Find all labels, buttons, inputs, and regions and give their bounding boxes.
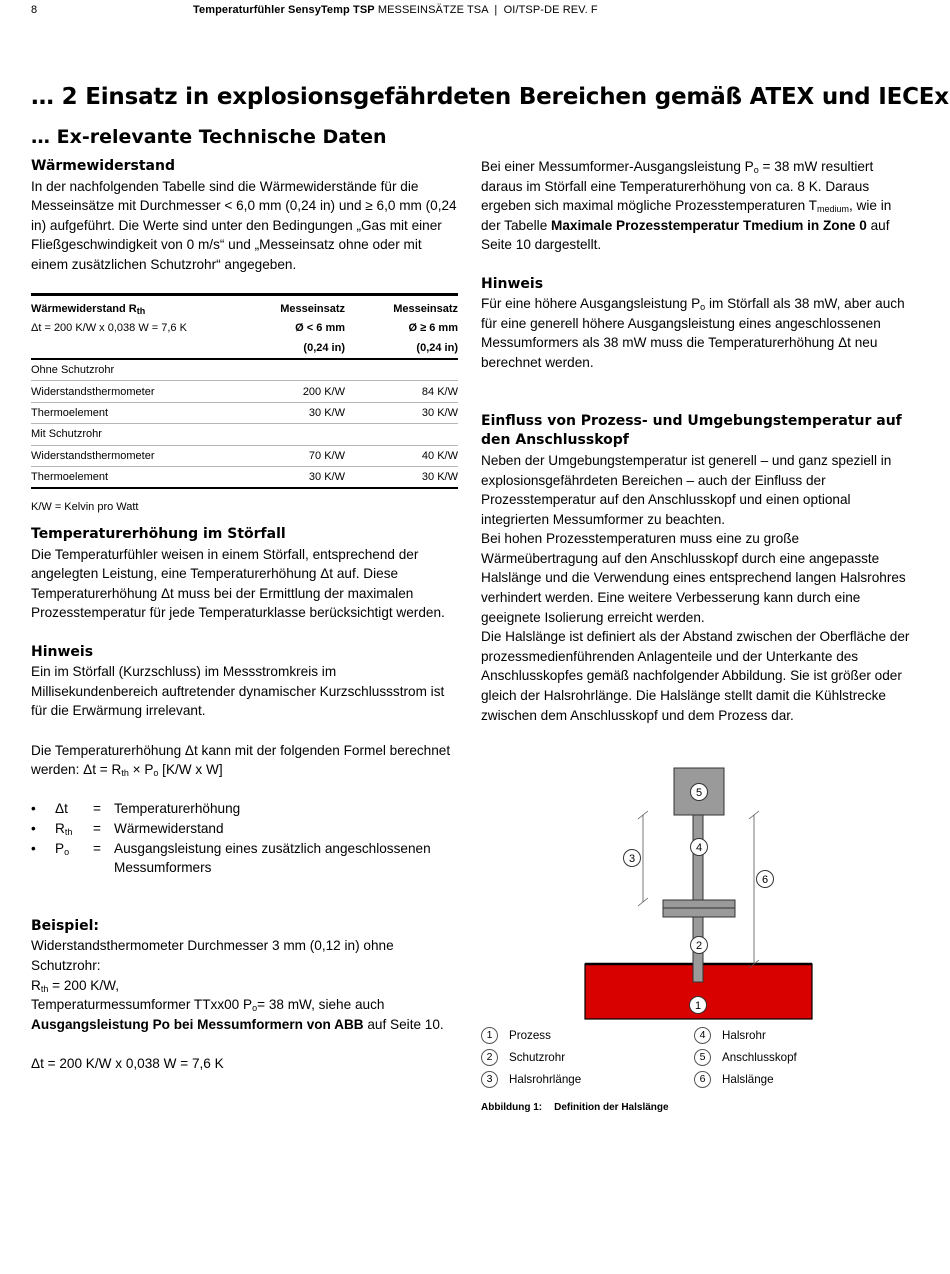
right-column xyxy=(481,157,911,725)
table-header-formula: Δt = 200 K/W x 0,038 W = 7,6 K xyxy=(31,322,187,334)
bullet-text: Temperaturerhöhung xyxy=(114,801,241,817)
cell: 30 K/W xyxy=(421,406,458,419)
legend-item xyxy=(694,1069,774,1089)
text: = 200 K/W, xyxy=(48,977,119,993)
hinweis-heading: Hinweis xyxy=(31,643,94,660)
chapter-title: … 2 Einsatz in explosionsgefährdeten Bereichen gemäß ATEX und IECEx xyxy=(31,84,949,110)
table-row xyxy=(31,403,458,424)
cell: 200 K/W xyxy=(302,385,345,398)
bullet-dot: • xyxy=(31,840,36,856)
cell: 30 K/W xyxy=(308,471,345,484)
group-label: Ohne Schutzrohr xyxy=(31,364,115,377)
symbol-sub: th xyxy=(64,826,73,837)
marker-label: 1 xyxy=(694,1000,702,1012)
symbol: R xyxy=(55,820,65,836)
formula-sub: o xyxy=(153,768,159,779)
group-label: Mit Schutzrohr xyxy=(31,428,102,441)
running-header xyxy=(193,4,598,16)
table-row xyxy=(31,446,458,467)
sub: th xyxy=(40,983,49,994)
output-power-text xyxy=(481,157,911,255)
marker-6 xyxy=(757,871,774,888)
table-row xyxy=(31,381,458,402)
bullet-symbol xyxy=(55,839,93,878)
section-title: … Ex-relevante Technische Daten xyxy=(31,126,387,148)
bullet-item xyxy=(31,819,461,839)
table-header-row xyxy=(31,300,458,318)
marker-5 xyxy=(691,784,708,801)
header-rth: Wärmewiderstand R xyxy=(31,303,137,315)
legend-label: Halsrohrlänge xyxy=(509,1072,582,1086)
marker-4 xyxy=(691,839,708,856)
table-group-row xyxy=(31,424,458,445)
caption-label: Abbildung 1: xyxy=(481,1102,543,1113)
formula-part: [K/W x W] xyxy=(158,762,223,778)
sub: o xyxy=(700,302,706,313)
hinweis-text: Ein im Störfall (Kurzschluss) im Messstromkreis im Millisekundenbereich auftretender dynamischer Kurzschlussstrom ist für die Erwärmung irrelevant. xyxy=(31,664,445,719)
thermal-resistance-table xyxy=(31,293,458,513)
table-header-col2-l1: Messeinsatz xyxy=(280,303,345,315)
cross-reference: Maximale Prozesstemperatur Tmedium in Zone 0 xyxy=(551,217,867,233)
cross-reference: Ausgangsleistung Po bei Messumformern von ABB xyxy=(31,1016,364,1032)
formula-text xyxy=(31,741,461,780)
cell: 84 K/W xyxy=(421,385,458,398)
formula-part: × P xyxy=(128,762,154,778)
table-header-col3-l1: Messeinsatz xyxy=(393,303,458,315)
figure-caption xyxy=(481,1102,669,1113)
formula-part: Die Temperaturerhöhung Δt kann mit der folgenden Formel berechnet werden: Δt = R xyxy=(31,742,451,778)
text: im Störfall als 38 mW, aber auch für eine generell höhere Ausgangsleistung eines angeschlossenen Messumformers als 38 mW muss die Temperaturerhöhung Δt neu berechnet werden. xyxy=(481,296,905,370)
table-header-col2-l3: (0,24 in) xyxy=(303,342,345,354)
symbol-sub: o xyxy=(64,846,70,857)
neck-length-diagram xyxy=(481,760,911,1030)
formula-sub: th xyxy=(121,768,129,779)
bullet-text: Wärmewiderstand xyxy=(114,820,224,836)
beispiel-result: Δt = 200 K/W x 0,038 W = 7,6 K xyxy=(31,1056,224,1072)
cell: Thermoelement xyxy=(31,406,109,419)
legend-label: Prozess xyxy=(509,1028,551,1042)
cell: 30 K/W xyxy=(421,471,458,484)
left-intro xyxy=(31,157,461,275)
legend-label: Halslänge xyxy=(722,1072,774,1086)
table-header-col1 xyxy=(31,303,232,315)
einfluss-paragraph-3: Die Halslänge ist definiert als der Abstand zwischen der Oberfläche der prozessmedienführenden Anlagenteile und der Unterkante des Anschlusskopfes gemäß nachfolgender Abbildung. Sie ist größer oder gleich der Halsrohrlänge. Die Halslänge stellt damit die Kühlstrecke zwischen dem Anschlusskopf und dem Prozess dar. xyxy=(481,629,910,723)
symbol: Δt xyxy=(55,801,68,817)
legend-item xyxy=(481,1025,551,1045)
legend-label: Halsrohr xyxy=(722,1028,766,1042)
marker-label: 4 xyxy=(695,842,703,854)
legend-item xyxy=(694,1047,797,1067)
left-lower xyxy=(31,525,461,1074)
text: auf Seite 10 dargestellt. xyxy=(481,217,890,253)
bullet-eq: = xyxy=(93,801,101,817)
caption-text: Definition der Halslänge xyxy=(554,1102,669,1113)
legend-number: 1 xyxy=(481,1027,498,1044)
sub: medium xyxy=(816,204,849,215)
text: Bei einer Messumformer-Ausgangsleistung P xyxy=(481,159,754,174)
bullet-eq: = xyxy=(93,820,101,836)
text: auf Seite 10. xyxy=(363,1016,444,1032)
marker-label: 6 xyxy=(761,874,769,886)
table-top-rule xyxy=(31,293,458,296)
bullet-eq: = xyxy=(93,840,101,856)
beispiel-line-1: Widerstandsthermometer Durchmesser 3 mm (0,12 in) ohne Schutzrohr: xyxy=(31,938,394,974)
bullet-dot: • xyxy=(31,801,36,817)
running-header-product: Temperaturfühler SensyTemp TSP xyxy=(193,4,375,16)
stoerfall-text: Die Temperaturfühler weisen in einem Störfall, entsprechend der angelegten Leistung, eine Temperaturerhöhung Δt auf. Diese Temperaturerhöhung Δt muss bei der Ermittlung der maximalen Prozesstemperatur für jede Temperaturklasse berücksichtigt werden. xyxy=(31,546,445,621)
bullet-symbol xyxy=(55,799,93,819)
table-header-row-2 xyxy=(31,318,458,338)
running-header-doc: MESSEINSÄTZE TSA | OI/TSP-DE REV. F xyxy=(374,4,598,16)
symbol: P xyxy=(55,840,65,856)
cell: 30 K/W xyxy=(308,406,345,419)
waermewiderstand-text: In der nachfolgenden Tabelle sind die Wärmewiderstände für die Messeinsätze mit Durchmesser < 6,0 mm (0,24 in) und ≥ 6,0 mm (0,24 in) aufgeführt. Die Werte sind unter den Bedingungen „Gas mit einer Fließgeschwindigkeit von 0 m/s“ und „Messeinsatz ohne oder mit einem zusätzlichen Schutzrohr“ angegeben. xyxy=(31,178,457,272)
beispiel-line-3 xyxy=(31,995,461,1034)
cell: Widerstandsthermometer xyxy=(31,449,155,462)
table-footnote: K/W = Kelvin pro Watt xyxy=(31,501,139,514)
legend-number: 3 xyxy=(481,1071,498,1088)
legend-number: 2 xyxy=(481,1049,498,1066)
neck-tube xyxy=(693,815,703,900)
marker-label: 5 xyxy=(695,787,703,799)
legend-number: 4 xyxy=(694,1027,711,1044)
bullet-item xyxy=(31,799,461,819)
bullet-item xyxy=(31,839,461,878)
einfluss-heading: Einfluss von Prozess- und Umgebungstemperatur auf den Anschlusskopf xyxy=(481,412,902,449)
text: Für eine höhere Ausgangsleistung P xyxy=(481,296,701,312)
bullet-dot: • xyxy=(31,820,36,836)
beispiel-heading: Beispiel: xyxy=(31,917,100,934)
legend-label: Anschlusskopf xyxy=(722,1050,797,1064)
table-row xyxy=(31,467,458,489)
legend-number: 6 xyxy=(694,1071,711,1088)
sub: o xyxy=(252,1003,258,1014)
text: Temperaturmessumformer TTxx00 P xyxy=(31,997,253,1013)
marker-label: 2 xyxy=(695,940,703,952)
text: , wie in der Tabelle xyxy=(481,198,892,233)
marker-3 xyxy=(624,850,641,867)
table-header-col3-l3: (0,24 in) xyxy=(416,342,458,354)
marker-2 xyxy=(691,937,708,954)
table-header-col2-l2: Ø < 6 mm xyxy=(295,322,345,334)
einfluss-paragraph-1: Neben der Umgebungstemperatur ist generell – und ganz speziell in explosionsgefährdeten Bereichen – auch der Einfluss der Prozesstemperatur auf den Anschlusskopf und einen optional integrierten Messumformer zu beachten. xyxy=(481,452,892,527)
text: R xyxy=(31,977,41,993)
text: = 38 mW resultiert daraus im Störfall eine Temperaturerhöhung von ca. 8 K. Daraus ergeben sich maximal mögliche Prozesstemperaturen T xyxy=(481,159,874,214)
waermewiderstand-heading: Wärmewiderstand xyxy=(31,158,175,174)
cell: Thermoelement xyxy=(31,471,109,484)
cell: 40 K/W xyxy=(421,449,458,462)
header-rth-sub: th xyxy=(136,306,146,316)
sub: o xyxy=(753,165,759,175)
beispiel-line-2 xyxy=(31,976,461,996)
text: = 38 mW, siehe auch xyxy=(257,997,385,1013)
right-hinweis-text xyxy=(481,294,911,372)
legend-label: Schutzrohr xyxy=(509,1050,566,1064)
table-header-row-3 xyxy=(31,338,458,360)
legend-number: 5 xyxy=(694,1049,711,1066)
table-header-col3-l2: Ø ≥ 6 mm xyxy=(408,322,458,334)
right-hinweis-heading: Hinweis xyxy=(481,275,544,292)
bullet-text: Ausgangsleistung eines zusätzlich angeschlossenen Messumformers xyxy=(114,840,431,876)
stoerfall-heading: Temperaturerhöhung im Störfall xyxy=(31,526,286,542)
marker-label: 3 xyxy=(628,853,636,865)
einfluss-paragraph-2: Bei hohen Prozesstemperaturen muss eine zu große Wärmeübertragung auf den Anschlusskopf durch eine angepasste Halslänge und die Verwendung eines entsprechend langen Halsrohres verhindert werden. Eine weitere Verbesserung kann durch eine geeignete Isolierung erreicht werden. xyxy=(481,531,906,625)
legend-item xyxy=(481,1047,565,1067)
bullet-symbol xyxy=(55,819,93,839)
marker-1 xyxy=(690,997,707,1014)
page-number: 8 xyxy=(31,4,38,16)
legend-item xyxy=(481,1069,581,1089)
cell: Widerstandsthermometer xyxy=(31,385,155,398)
cell: 70 K/W xyxy=(308,449,345,462)
table-group-row xyxy=(31,360,458,381)
legend-item xyxy=(694,1025,766,1045)
